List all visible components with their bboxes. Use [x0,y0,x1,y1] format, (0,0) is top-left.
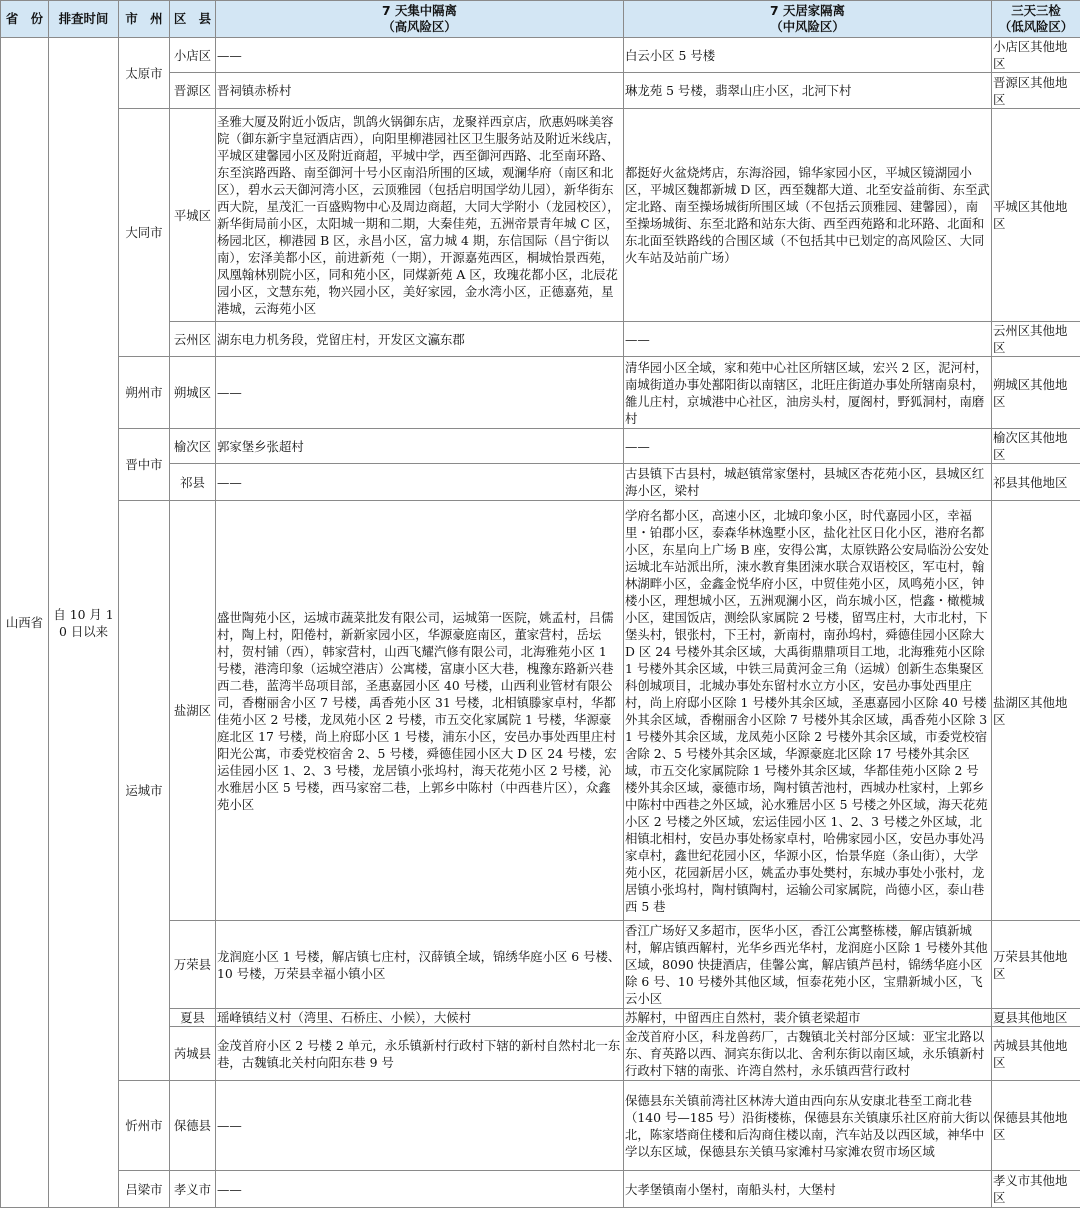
province-cell: 山西省 [1,38,49,1208]
mid-risk-cell: 金茂首府小区，科龙兽药厂，古魏镇北关村部分区域：亚宝北路以东、育英路以西、洞宾东街以北、舍利东街以南区域，永乐镇新村行政村下辖的南张、许湾自然村，永乐镇西营行政村 [624,1027,992,1081]
mid-risk-cell: 古县镇下古县村，城赵镇常家堡村，县城区杏花苑小区，县城区红海小区，梁村 [624,464,992,501]
header-check-time: 排查时间 [49,1,119,38]
county-cell: 晋源区 [170,73,216,109]
high-risk-cell: 晋祠镇赤桥村 [216,73,624,109]
mid-risk-cell: 清华园小区全域，家和苑中心社区所辖区域，宏兴 2 区，泥河村，南城街道办事处鄯阳街以南辖区，北旺庄街道办事处所辖南泉村，雒儿庄村，京城港中心社区，油房头村，厦阁村，野狐洞村，南磨村 [624,357,992,429]
county-cell: 孝义市 [170,1171,216,1208]
high-risk-cell: —— [216,357,624,429]
header-low-risk [992,1,1080,38]
table-row [1,429,1080,464]
table-row [1,501,1080,921]
low-risk-cell: 云州区其他地区 [992,322,1080,357]
check-time-cell: 自 10 月 10 日以来 [49,38,119,1208]
mid-risk-cell: —— [624,429,992,464]
county-cell: 朔城区 [170,357,216,429]
county-cell: 芮城县 [170,1027,216,1081]
county-cell: 祁县 [170,464,216,501]
mid-risk-cell: 都挺好火盆烧烤店，东海浴园，锦华家园小区，平城区镜湖园小区，平城区魏都新城 D 区，西至魏都大道、北至安益前街、东至武定北路、南至操场城街所围区域（不包括云顶雅园、建馨园），南至操场城街、东至北路和站东大街、西至西苑路和北环路、北面和东北面至铁路线的合围区域（不包括其中已划定的高风险区、大同火车站及站前广场） [624,109,992,322]
low-risk-cell: 朔城区其他地区 [992,357,1080,429]
high-risk-cell: —— [216,1171,624,1208]
table-body [1,38,1080,1208]
county-cell: 小店区 [170,38,216,73]
low-risk-cell: 万荣县其他地区 [992,921,1080,1009]
city-cell: 太原市 [119,38,170,109]
header-low-title: 三天三检 [1011,3,1061,18]
header-low-sub: （低风险区） [998,19,1074,34]
county-cell: 榆次区 [170,429,216,464]
low-risk-cell: 晋源区其他地区 [992,73,1080,109]
table-row [1,109,1080,322]
low-risk-cell: 小店区其他地区 [992,38,1080,73]
table-row [1,357,1080,429]
county-cell: 云州区 [170,322,216,357]
county-cell: 平城区 [170,109,216,322]
mid-risk-cell: 保德县东关镇前湾社区林涛大道由西向东从安康北巷至工商北巷（140 号—185 号）沿街楼栋，保德县东关镇康乐社区府前大街以北，陈家塔商住楼和后沟商住楼以南，汽车站及以西区域，神华中学以东区域，保德县东关镇马家滩村马家滩农贸市场区域 [624,1081,992,1171]
high-risk-cell: —— [216,1081,624,1171]
header-province: 省 份 [1,1,49,38]
table-row [1,38,1080,73]
county-cell: 盐湖区 [170,501,216,921]
header-high-title: 7 天集中隔离 [382,3,457,18]
high-risk-cell: 郭家堡乡张超村 [216,429,624,464]
header-mid-title: 7 天居家隔离 [770,3,845,18]
high-risk-cell: 金茂首府小区 2 号楼 2 单元，永乐镇新村行政村下辖的新村自然村北一东巷，古魏镇北关村向阳东巷 9 号 [216,1027,624,1081]
city-cell: 运城市 [119,501,170,1081]
county-cell: 保德县 [170,1081,216,1171]
mid-risk-cell: —— [624,322,992,357]
high-risk-cell: 盛世陶苑小区，运城市蔬菜批发有限公司，运城第一医院，姚孟村，吕儒村，陶上村，阳倦村，新新家园小区，华源豪庭南区，董家营村，岳坛村，贺村铺（西），韩家营村，山西飞耀汽修有限公司，北海雅苑小区 1 号楼，港湾印象（运城空港店）公寓楼，富康小区大巷，槐豫东路新兴巷西二巷，蓝湾半岛项目部，圣惠嘉园小区 40 号楼，山西利业管材有限公司，香榭丽舍小区 7 号楼，禹香苑小区 31 号楼，北相镇滕家卓村，华都佳苑小区 2 号楼，龙凤苑小区 2 号楼，市五交化家属院 1 号楼，华源豪庭北区 17 号楼，尚上府邸小区 1 号楼，浦东小区，安邑办事处西里庄村阳光公寓，市委党校宿舍 2、5 号楼，舜德佳园小区大 D 区 24 号楼，宏运佳园小区 1、2、3 号楼，龙居镇小张坞村，海天花苑小区 2 号楼，沁水雅居小区 5 号楼，西马家窑二巷，上郭乡中陈村（中西巷片区），众鑫苑小区 [216,501,624,921]
table-row [1,1081,1080,1171]
city-cell: 吕梁市 [119,1171,170,1208]
header-city: 市 州 [119,1,170,38]
county-cell: 万荣县 [170,921,216,1009]
low-risk-cell: 榆次区其他地区 [992,429,1080,464]
low-risk-cell: 平城区其他地区 [992,109,1080,322]
high-risk-cell: 瑶峰镇结义村（湾里、石桥庄、小候），大候村 [216,1009,624,1027]
city-cell: 晋中市 [119,429,170,501]
header-high-sub: （高风险区） [382,19,457,34]
city-cell: 忻州市 [119,1081,170,1171]
mid-risk-cell: 白云小区 5 号楼 [624,38,992,73]
high-risk-cell: —— [216,38,624,73]
high-risk-cell: 圣雅大厦及附近小饭店，凯鸽火锅御东店，龙聚祥西京店，欣惠妈咪美容院（御东新宇皇冠酒店西），向阳里柳港园社区卫生服务站及附近米线店，平城区建馨园小区及附近商超，平城中学，西至御河西路、北至南环路、东至滨路西路、南至御河十号小区南沿所围的区域，观澜华府（南区和北区），碧水云天御河湾小区，云顶雅园（包括启明国学幼儿园），新华街东西大院，星茂汇一百盛购物中心及周边商超，大同大学附小（龙园校区），新华街局前小区，太阳城一期和二期，大秦佳苑，五洲帝景青年城 C 区，杨园北区，柳港园 B 区，永昌小区，富力城 4 期，东信国际（昌宁街以南），宏泽美都小区，前进新苑（一期），开源嘉苑西区，桐城怡景西苑，凤凰翰林别院小区，同和苑小区，同煤新苑 A 区，玫瑰花都小区，北辰花园小区，文慧东苑，物兴园小区，美好家园，金水湾小区，正德嘉苑，星港城，云海苑小区 [216,109,624,322]
table-header [1,1,1080,38]
header-county: 区 县 [170,1,216,38]
mid-risk-cell: 苏解村，中留西庄自然村，裴介镇老梁超市 [624,1009,992,1027]
low-risk-cell: 孝义市其他地区 [992,1171,1080,1208]
table-row [1,1171,1080,1208]
low-risk-cell: 保德县其他地区 [992,1081,1080,1171]
high-risk-cell: 湖东电力机务段，党留庄村，开发区文瀛东郡 [216,322,624,357]
header-high-risk [216,1,624,38]
mid-risk-cell: 香江广场好又多超市，医华小区，香江公寓整栋楼，解店镇新城村，解店镇西解村，光华乡西光华村，龙润庭小区除 1 号楼外其他区域，8090 快捷酒店，佳馨公寓，解店镇芦邑村，锦绣华庭小区除 6 号、10 号楼外其他区域，恒泰花苑小区，宝鼎新城小区，飞云小区 [624,921,992,1009]
high-risk-cell: —— [216,464,624,501]
low-risk-cell: 芮城县其他地区 [992,1027,1080,1081]
city-cell: 朔州市 [119,357,170,429]
low-risk-cell: 祁县其他地区 [992,464,1080,501]
high-risk-cell: 龙润庭小区 1 号楼，解店镇七庄村，汉薛镇全域，锦绣华庭小区 6 号楼、10 号楼，万荣县幸福小镇小区 [216,921,624,1009]
mid-risk-cell: 学府名都小区，高速小区，北城印象小区，时代嘉园小区，幸福里・铂郡小区，泰森华林逸墅小区，盐化社区日化小区，港府名都小区，东星向上广场 B 座，安得公寓，太原铁路公安局临汾公安处运城北车站派出所，涑水教育集团涑水联合双语校区，军屯村，翰林湖畔小区，金鑫金悦华府小区，中贸佳苑小区，凤鸣苑小区，钟楼小区，理想城小区，五洲观澜小区，尚东城小区，恺鑫・橄榄城小区，建国饭店，测绘队家属院 2 号楼，留骂庄村，大市北村，下堡头村，银张村，下王村，新南村，南孙坞村，舜德佳园小区除大 D 区 24 号楼外其余区域，大禹街鼎鼎项目工地，北海雅苑小区除 1 号楼外其余区域，中铁三局黄河金三角（运城）创新生态集聚区科创城项目，北城办事处东留村水立方小区，安邑办事处西里庄村，尚上府邸小区除 1 号楼外其余区域，圣惠嘉园小区除 40 号楼外其余区域，香榭丽舍小区除 7 号楼外其余区域，禹香苑小区除 31 号楼外其余区域，龙凤苑小区除 2 号楼外其余区域，市委党校宿舍除 2、5 号楼外其余区域，华源豪庭北区除 17 号楼外其余区域，市五交化家属院除 1 号楼外其余区域，华都佳苑小区除 2 号楼外其余区域，豪德市场，陶村镇苦池村，西城办杜家村，上郭乡中陈村中西巷之外区域，沁水雅居小区 5 号楼之外区域，海天花苑小区 2 号楼之外区域，宏运佳园小区 1、2、3 号楼之外区域，北相镇北相村，安邑办事处杨家卓村，哈佛家园小区，安邑办事处冯家卓村，鑫世纪花园小区，华源小区，怡景华庭（条山街），大学苑小区，花园新居小区，姚孟办事处樊村，东城办事处小张村，龙居镇小张坞村，陶村镇陶村，运输公司家属院，尚德小区，泰山巷西 5 巷 [624,501,992,921]
county-cell: 夏县 [170,1009,216,1027]
low-risk-cell: 夏县其他地区 [992,1009,1080,1027]
header-mid-risk [624,1,992,38]
mid-risk-cell: 大孝堡镇南小堡村，南船头村，大堡村 [624,1171,992,1208]
header-mid-sub: （中风险区） [770,19,845,34]
city-cell: 大同市 [119,109,170,357]
low-risk-cell: 盐湖区其他地区 [992,501,1080,921]
mid-risk-cell: 琳龙苑 5 号楼，翡翠山庄小区，北河下村 [624,73,992,109]
